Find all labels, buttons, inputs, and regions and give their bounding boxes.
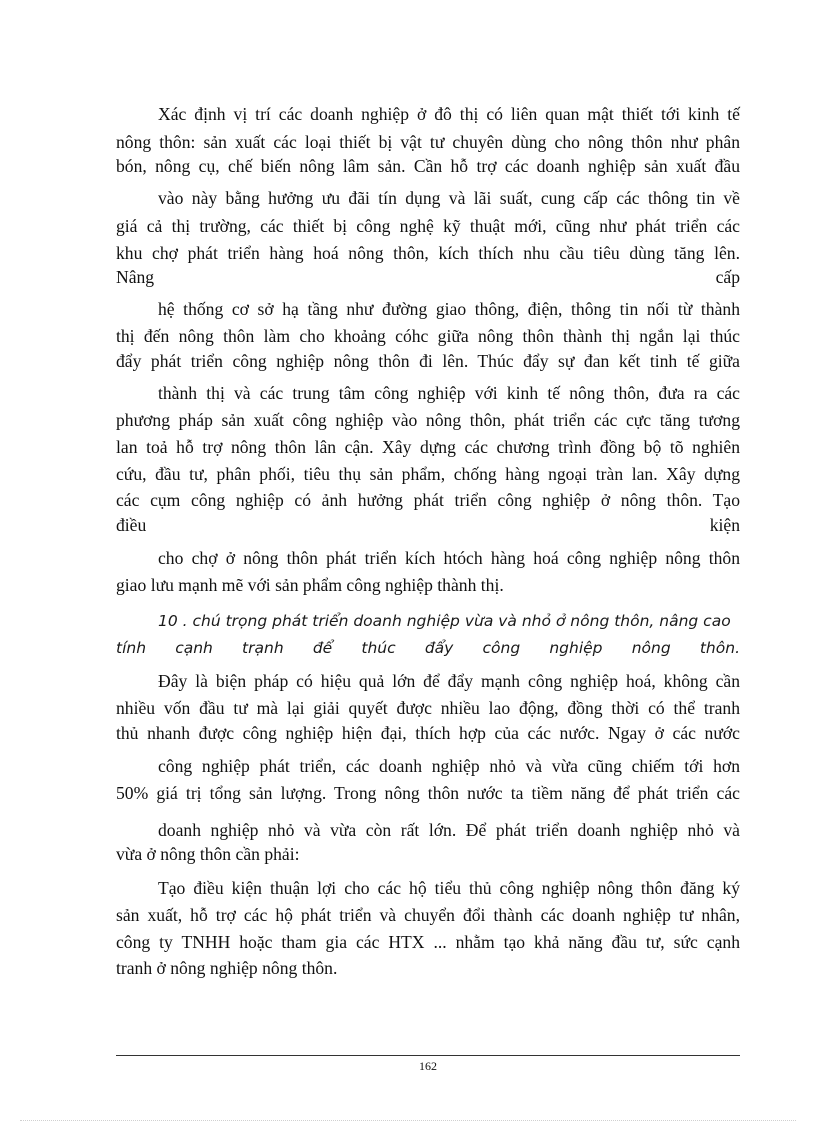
page-number: 162 xyxy=(419,1059,437,1073)
paragraph-line: công ty TNHH hoặc tham gia các HTX ... nhằm tạo khả năng đầu tư, sức cạnh xyxy=(116,932,740,952)
paragraph-line: thành thị và các trung tâm công nghiệp với kinh tế nông thôn, đưa ra các xyxy=(158,383,740,403)
paragraph-line: vừa ở nông thôn cần phải: xyxy=(116,844,300,864)
paragraph-line: giá cả thị trường, các thiết bị công nghệ kỹ thuật mới, cũng như phát triển các xyxy=(116,216,740,236)
paragraph-line: nhiều vốn đầu tư mà lại giải quyết được nhiều lao động, đồng thời có thể tranh xyxy=(116,698,740,718)
section-heading-line: tính cạnh trạnh để thúc đẩy công nghiệp nông thôn. xyxy=(116,639,740,657)
paragraph-line: vào này bằng hưởng ưu đãi tín dụng và lãi suất, cung cấp các thông tin về xyxy=(158,188,740,208)
paragraph-line: cứu, đầu tư, phân phối, tiêu thụ sản phẩm, chống hàng ngoại tràn lan. Xây dựng xyxy=(116,464,740,484)
paragraph-line: phương pháp sản xuất công nghiệp vào nông thôn, phát triển các cực tăng tương xyxy=(116,410,740,430)
paragraph-line: đẩy phát triển công nghiệp nông thôn đi lên. Thúc đẩy sự đan kết tinh tế giữa xyxy=(116,351,740,371)
paragraph-line: thị đến nông thôn làm cho khoảng cóhc giữa nông thôn thành thị ngắn lại thúc xyxy=(116,326,740,346)
paragraph-line: công nghiệp phát triển, các doanh nghiệp nhỏ và vừa cũng chiếm tới hơn xyxy=(158,756,740,776)
paragraph-line: sản xuất, hỗ trợ các hộ phát triển và chuyển đổi thành các doanh nghiệp tư nhân, xyxy=(116,905,740,925)
paragraph-line: thủ nhanh được công nghiệp hiện đại, thích hợp của các nước. Ngay ở các nước xyxy=(116,723,740,743)
paragraph-line: khu chợ phát triển hàng hoá nông thôn, kích thích nhu cầu tiêu dùng tăng lên. xyxy=(116,243,740,263)
page-edge-divider xyxy=(20,1120,796,1121)
paragraph-line: cho chợ ở nông thôn phát triển kích htóch hàng hoá công nghiệp nông thôn xyxy=(158,548,740,568)
paragraph-line: Xác định vị trí các doanh nghiệp ở đô thị có liên quan mật thiết tới kinh tế xyxy=(158,104,740,124)
paragraph-line: nông thôn: sản xuất các loại thiết bị vật tư chuyên dùng cho nông thôn như phân xyxy=(116,132,740,152)
paragraph-line: Nâng cấp xyxy=(116,267,740,287)
paragraph-line: Đây là biện pháp có hiệu quả lớn để đẩy mạnh công nghiệp hoá, không cần xyxy=(158,671,740,691)
paragraph-line: tranh ở nông nghiệp nông thôn. xyxy=(116,958,338,978)
paragraph-line: các cụm công nghiệp có ảnh hưởng phát triển công nghiệp ở nông thôn. Tạo xyxy=(116,490,740,510)
paragraph-line: giao lưu mạnh mẽ với sản phẩm công nghiệp thành thị. xyxy=(116,575,504,595)
paragraph-line: doanh nghiệp nhỏ và vừa còn rất lớn. Để phát triển doanh nghiệp nhỏ và xyxy=(158,820,740,840)
section-heading-line: 10 . chú trọng phát triển doanh nghiệp vừa và nhỏ ở nông thôn, nâng cao xyxy=(158,612,731,630)
paragraph-line: điều kiện xyxy=(116,515,740,535)
footer-divider xyxy=(116,1055,740,1056)
paragraph-line: bón, nông cụ, chế biến nông lâm sản. Cần hỗ trợ các doanh nghiệp sản xuất đầu xyxy=(116,156,740,176)
paragraph-line: 50% giá trị tổng sản lượng. Trong nông thôn nước ta tiềm năng để phát triển các xyxy=(116,783,740,803)
paragraph-line: lan toả hỗ trợ nông thôn lân cận. Xây dựng các chương trình đồng bộ tõ nghiên xyxy=(116,437,740,457)
paragraph-line: hệ thống cơ sở hạ tầng như đường giao thông, điện, thông tin nối từ thành xyxy=(158,299,740,319)
paragraph-line: Tạo điều kiện thuận lợi cho các hộ tiểu thủ công nghiệp nông thôn đăng ký xyxy=(158,878,740,898)
